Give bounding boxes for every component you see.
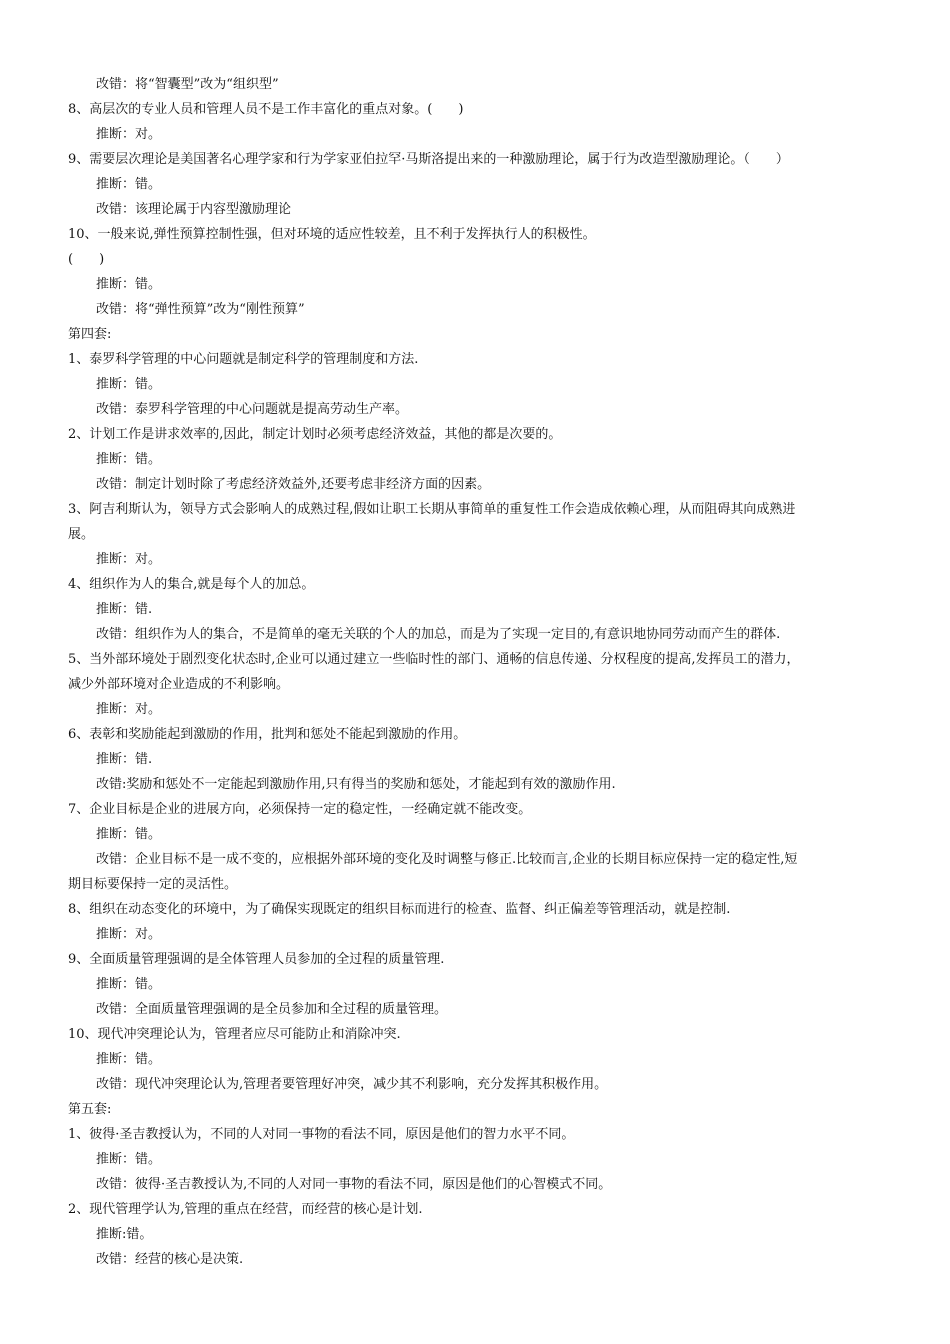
answer-line: 改错：企业目标不是一成不变的，应根据外部环境的变化及时调整与修正.比较而言,企业的长期目标应保持一定的稳定性,短 (96, 852, 798, 867)
answer-line: 推断：错. (96, 602, 153, 617)
question-line: 减少外部环境对企业造成的不利影响。 (68, 677, 290, 692)
answer-line: 推断：错. (96, 752, 153, 767)
answer-line: 推断：错。 (96, 177, 162, 192)
answer-line: 推断：错。 (96, 1152, 162, 1167)
answer-line: 改错:奖励和惩处不一定能起到激励作用,只有得当的奖励和惩处，才能起到有效的激励作用. (96, 777, 616, 792)
answer-line: 推断：错。 (96, 452, 162, 467)
answer-line: 改错：组织作为人的集合，不是简单的毫无关联的个人的加总，而是为了实现一定目的,有意识地协同劳动而产生的群体. (96, 627, 781, 642)
answer-line: 改错：现代冲突理论认为,管理者要管理好冲突，减少其不利影响，充分发挥其积极作用。 (96, 1077, 608, 1092)
question-line: 10、一般来说,弹性预算控制性强，但对环境的适应性较差，且不利于发挥执行人的积极性。 (68, 227, 596, 242)
question-line: 第五套: (68, 1102, 112, 1117)
answer-line: 推断：对。 (96, 927, 162, 942)
question-line: 6、表彰和奖励能起到激励的作用，批判和惩处不能起到激励的作用。 (68, 727, 467, 742)
question-line: 4、组织作为人的集合,就是每个人的加总。 (68, 577, 315, 592)
answer-line: 推断:错。 (96, 1227, 153, 1242)
question-line: 展。 (68, 527, 95, 542)
question-line: 2、现代管理学认为,管理的重点在经营，而经营的核心是计划. (68, 1202, 423, 1217)
answer-line: 推断：错。 (96, 977, 162, 992)
question-line: 1、彼得·圣吉教授认为，不同的人对同一事物的看法不同，原因是他们的智力水平不同。 (68, 1127, 575, 1142)
answer-line: 改错：将“弹性预算”改为“刚性预算” (96, 302, 305, 317)
document-body (68, 72, 888, 1272)
question-line: 9、需要层次理论是美国著名心理学家和行为学家亚伯拉罕·马斯洛提出来的一种激励理论，属于行为改造型激励理论。（ ） (68, 152, 789, 167)
answer-line: 推断：错。 (96, 827, 162, 842)
answer-line: 改错：全面质量管理强调的是全员参加和全过程的质量管理。 (96, 1002, 448, 1017)
answer-line: 推断：错。 (96, 377, 162, 392)
answer-line: 改错：泰罗科学管理的中心问题就是提高劳动生产率。 (96, 402, 409, 417)
answer-line: 改错：彼得·圣吉教授认为,不同的人对同一事物的看法不同，原因是他们的心智模式不同。 (96, 1177, 612, 1192)
answer-line: 改错：该理论属于内容型激励理论 (96, 202, 292, 217)
question-line: 7、企业目标是企业的进展方向，必须保持一定的稳定性，一经确定就不能改变。 (68, 802, 532, 817)
answer-line: 改错：制定计划时除了考虑经济效益外,还要考虑非经济方面的因素。 (96, 477, 491, 492)
question-line: 10、现代冲突理论认为，管理者应尽可能防止和消除冲突. (68, 1027, 401, 1042)
answer-line: 推断：对。 (96, 127, 162, 142)
question-line: ( ) (68, 252, 105, 267)
question-line: 8、组织在动态变化的环境中，为了确保实现既定的组织目标而进行的检查、监督、纠正偏差等管理活动，就是控制. (68, 902, 731, 917)
answer-line: 推断：对。 (96, 552, 162, 567)
question-line: 9、全面质量管理强调的是全体管理人员参加的全过程的质量管理. (68, 952, 445, 967)
question-line: 3、阿吉利斯认为，领导方式会影响人的成熟过程,假如让职工长期从事简单的重复性工作会造成依赖心理，从而阻碍其向成熟进 (68, 502, 796, 517)
answer-line: 推断：错。 (96, 1052, 162, 1067)
answer-line: 推断：对。 (96, 702, 162, 717)
answer-line: 改错：经营的核心是决策. (96, 1252, 244, 1267)
question-line: 期目标要保持一定的灵活性。 (68, 877, 238, 892)
question-line: 2、计划工作是讲求效率的,因此，制定计划时必须考虑经济效益，其他的都是次要的。 (68, 427, 562, 442)
question-line: 8、高层次的专业人员和管理人员不是工作丰富化的重点对象。( ) (68, 102, 464, 117)
question-line: 5、当外部环境处于剧烈变化状态时,企业可以通过建立一些临时性的部门、通畅的信息传递、分权程度的提高,发挥员工的潜力， (68, 652, 800, 667)
question-line: 第四套: (68, 327, 112, 342)
question-line: 1、泰罗科学管理的中心问题就是制定科学的管理制度和方法. (68, 352, 419, 367)
answer-line: 改错：将“智囊型”改为“组织型” (96, 77, 279, 92)
answer-line: 推断：错。 (96, 277, 162, 292)
